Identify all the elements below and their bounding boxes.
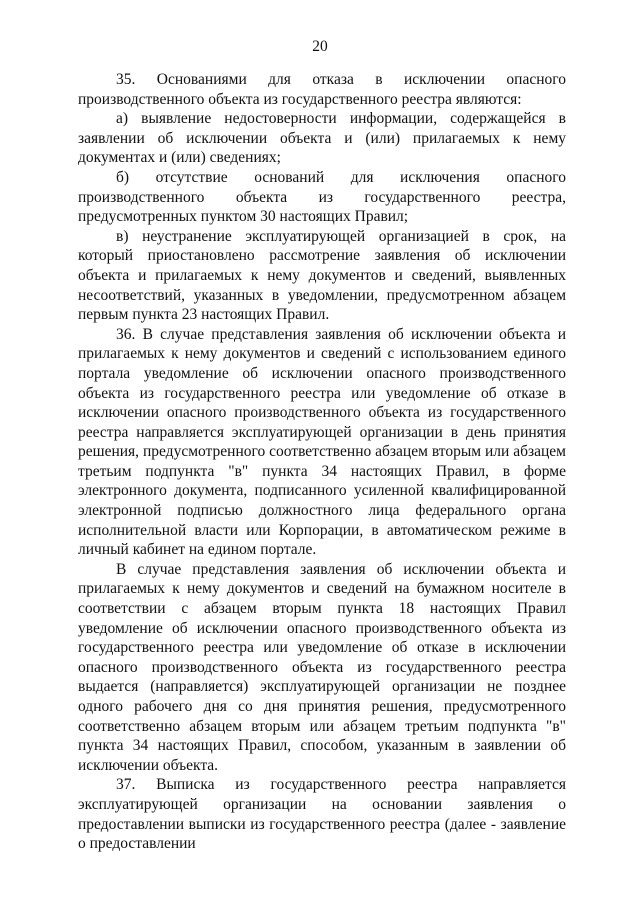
paragraph-35-intro: 35. Основаниями для отказа в исключении опасного производственного объекта из государственного реестра являются:: [78, 71, 566, 108]
paragraph-36-second: В случае представления заявления об исключении объекта и прилагаемых к нему документов и сведений на бумажном носителе в соответствии с абзацем вторым пункта 18 настоящих Правил уведомление об исключении опасного производственного объекта из государственного реестра или уведомление об отказе в исключении опасного производственного объекта из государственного реестра выдается (направляется) эксплуатирующей организации не позднее одного рабочего дня со дня принятия решения, предусмотренного соответственно абзацем вторым или абзацем третьим подпункта "в" пункта 34 настоящих Правил, способом, указанным в заявлении об исключении объекта.: [78, 560, 566, 774]
document-body: [78, 70, 566, 854]
page-number: 20: [312, 38, 328, 55]
paragraph-37: 37. Выписка из государственного реестра направляется эксплуатирующей организации на основании заявления о предоставлении выписки из государственного реестра (далее - заявление о предоставлении: [78, 776, 566, 853]
paragraph-35-v: в) неустранение эксплуатирующей организацией в срок, на который приостановлено рассмотрение заявления об исключении объекта и прилагаемых к нему документов и сведений, выявленных несоответствий, указанных в уведомлении, предусмотренном абзацем первым пункта 23 настоящих Правил.: [78, 227, 566, 324]
paragraph-35-a: а) выявление недостоверности информации, содержащейся в заявлении об исключении объекта и (или) прилагаемых к нему документах и (или) сведениях;: [78, 110, 566, 167]
paragraph-35-b: б) отсутствие оснований для исключения опасного производственного объекта из государственного реестра, предусмотренных пунктом 30 настоящих Правил;: [78, 168, 566, 226]
paragraph-36: 36. В случае представления заявления об исключении объекта и прилагаемых к нему документов и сведений с использованием единого портала уведомление об исключении опасного производственного объекта из государственного реестра или уведомление об отказе в исключении опасного производственного объекта из государственного реестра направляется эксплуатирующей организации в день принятия решения, предусмотренного соответственно абзацем вторым или абзацем третьим подпункта "в" пункта 34 настоящих Правил, в форме электронного документа, подписанного усиленной квалифицированной электронной подписью должностного лица федерального органа исполнительной власти или Корпорации, в автоматическом режиме в личный кабинет на едином портале.: [78, 325, 566, 559]
